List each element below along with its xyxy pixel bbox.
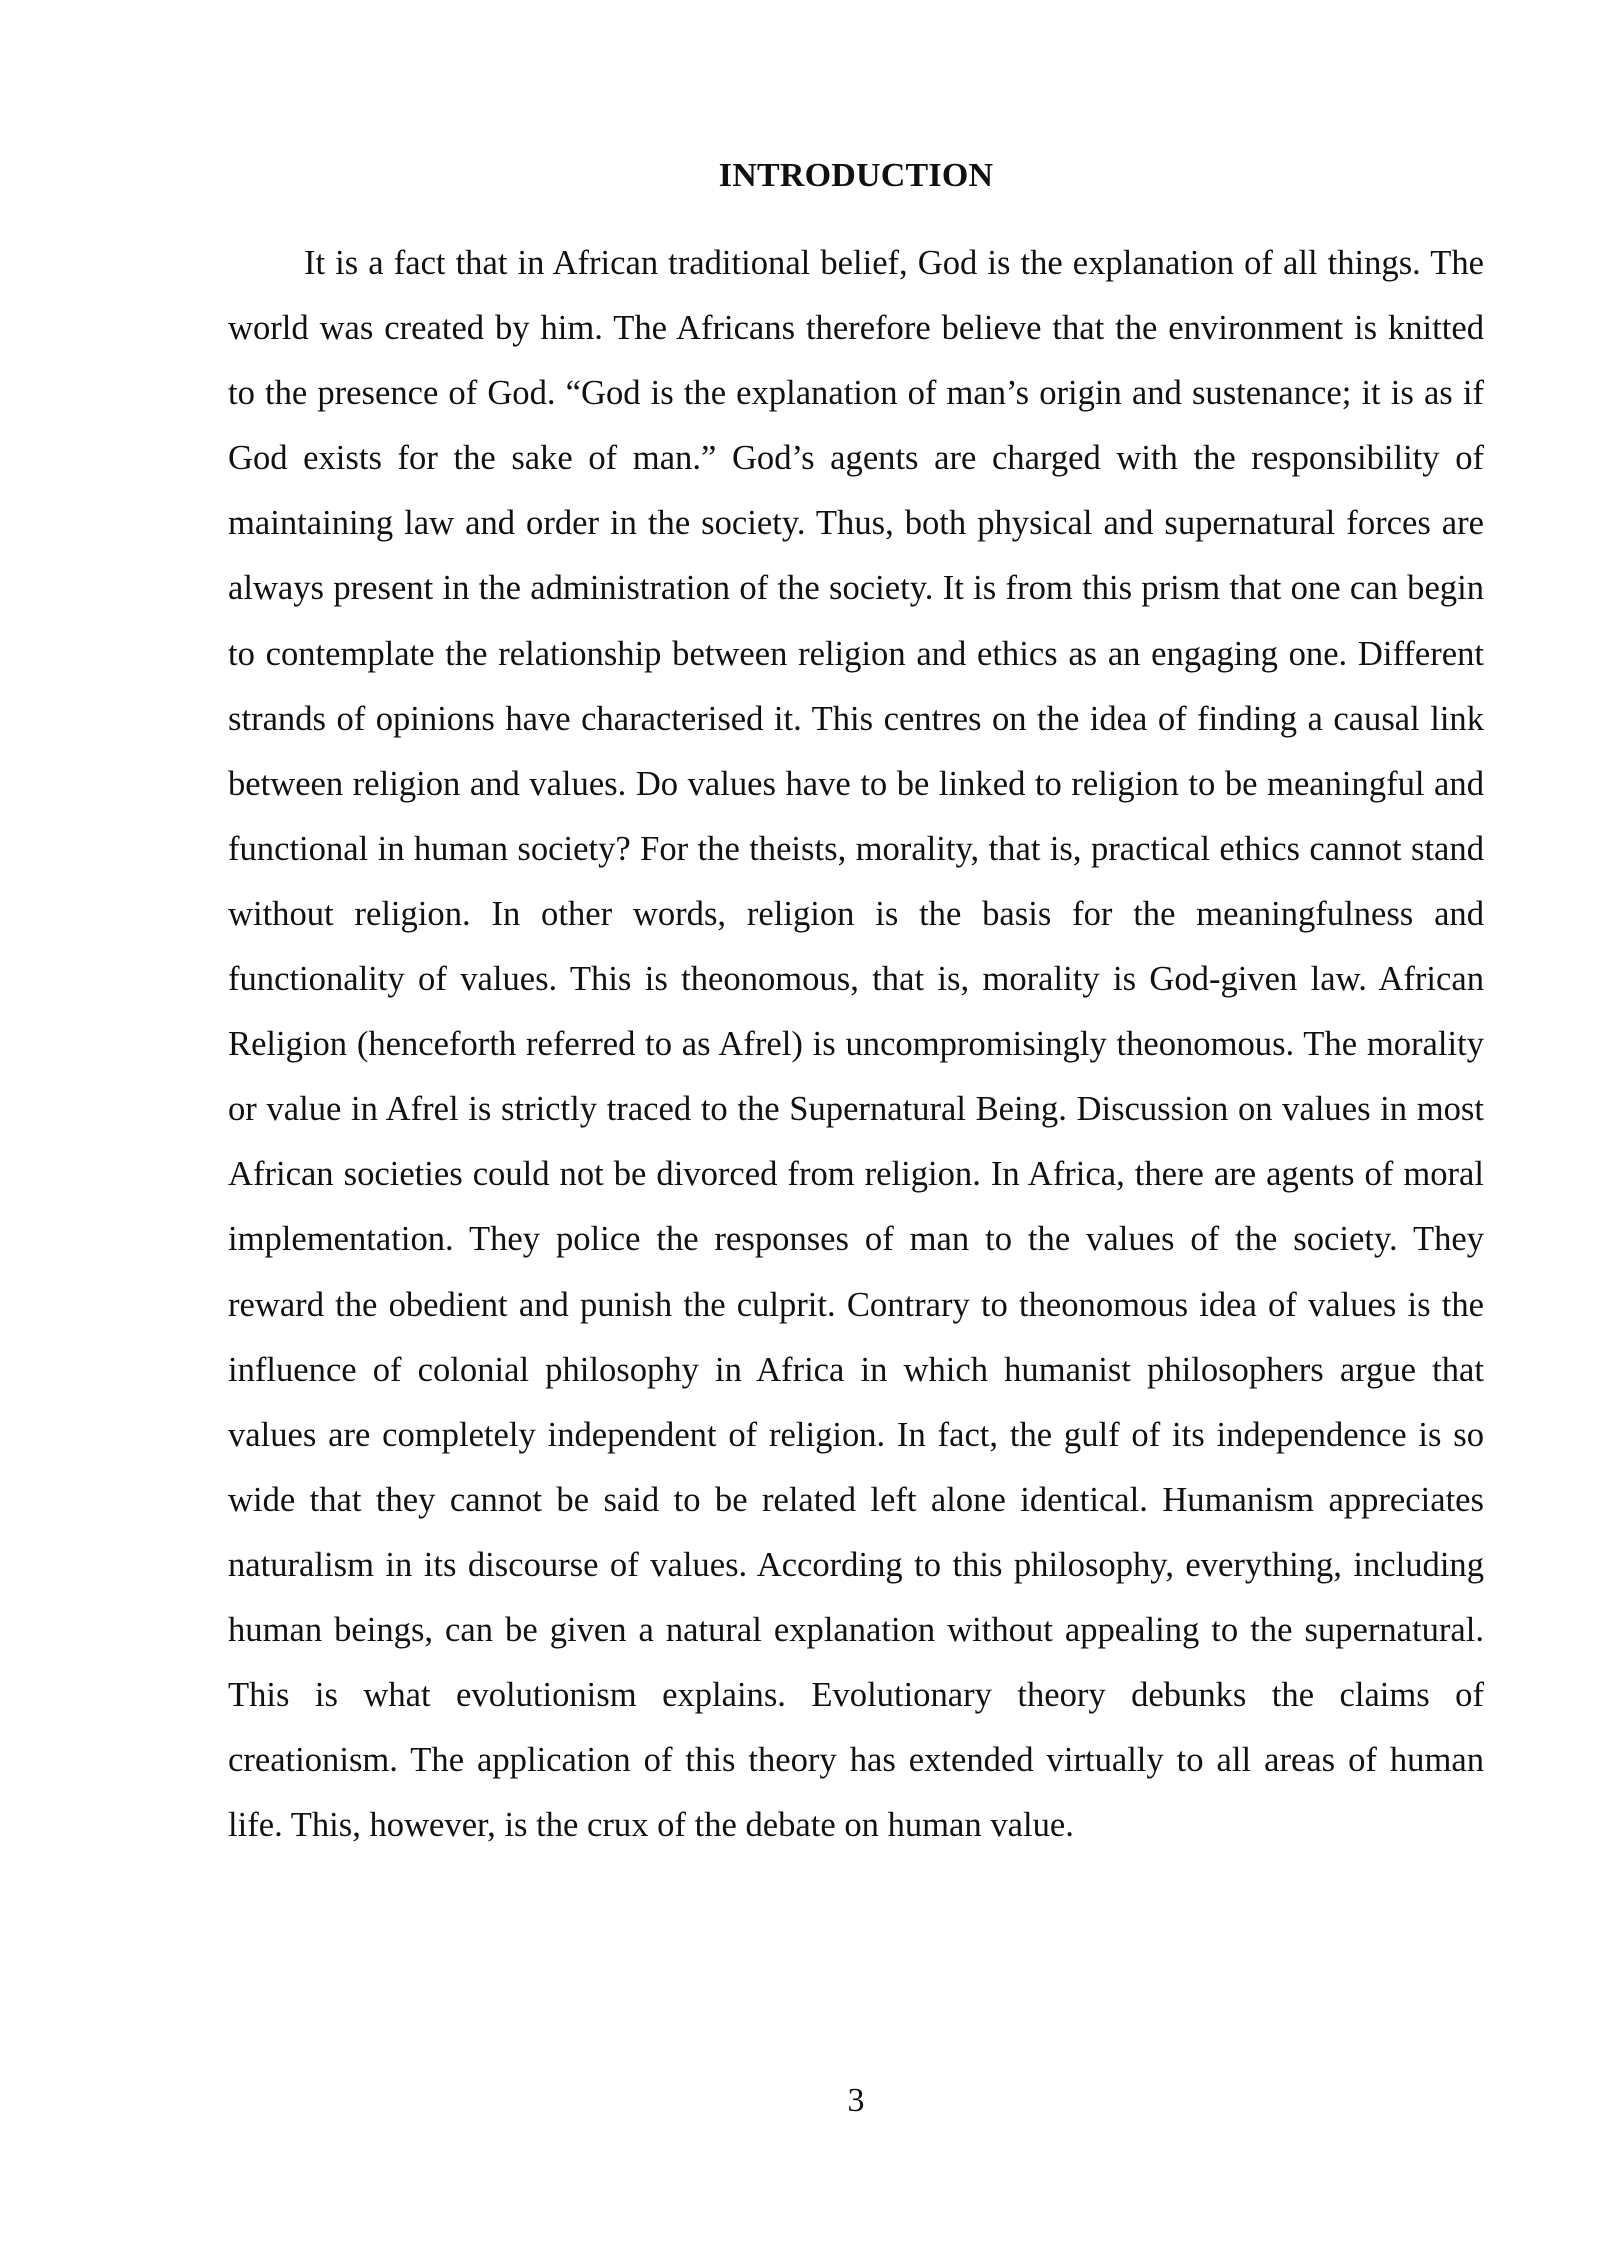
page-number: 3	[847, 2082, 865, 2119]
body-paragraph: It is a fact that in African traditional belief, God is the explanation of all things. The world was created by him. The Africans therefore believe that the environment is knitted to the presence of God. “God is the explanation of man’s origin and sustenance; it is as if God exists for the sake of man.” God’s agents are charged with the responsibility of maintaining law and order in the society. Thus, both physical and supernatural forces are always present in the administration of the society. It is from this prism that one can begin to contemplate the relationship between religion and ethics as an engaging one. Different strands of opinions have characterised it. This centres on the idea of finding a causal link between religion and values. Do values have to be linked to religion to be meaningful and functional in human society? For the theists, morality, that is, practical ethics cannot stand without religion. In other words, religion is the basis for the meaningfulness and functionality of values. This is theonomous, that is, morality is God-given law. African Religion (henceforth referred to as Afrel) is uncompromisingly theonomous. The morality or value in Afrel is strictly traced to the Supernatural Being. Discussion on values in most African societies could not be divorced from religion. In Africa, there are agents of moral implementation. They police the responses of man to the values of the society. They reward the obedient and punish the culprit. Contrary to theonomous idea of values is the influence of colonial philosophy in Africa in which humanist philosophers argue that values are completely independent of religion. In fact, the gulf of its independence is so wide that they cannot be said to be related left alone identical. Humanism appreciates naturalism in its discourse of values. According to this philosophy, everything, including human beings, can be given a natural explanation without appealing to the supernatural. This is what evolutionism explains. Evolutionary theory debunks the claims of creationism. The application of this theory has extended virtually to all areas of human life. This, however, is the crux of the debate on human value.	[228, 244, 1484, 1845]
section-heading: INTRODUCTION	[718, 157, 994, 194]
